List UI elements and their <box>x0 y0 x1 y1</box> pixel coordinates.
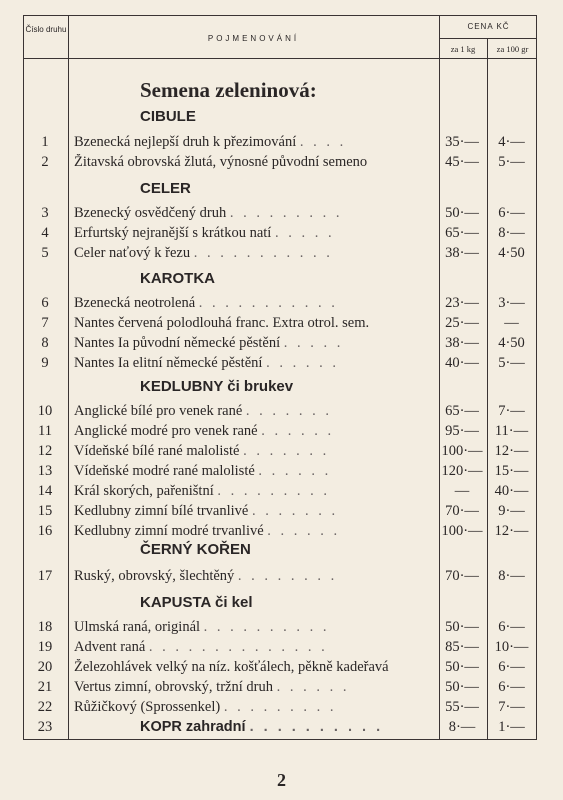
price-per-kg: 120·— <box>441 463 483 479</box>
leader-dots: . . . . . . <box>276 679 350 695</box>
price-per-kg: 65·— <box>445 225 479 241</box>
price-per-100g: 8·— <box>498 568 525 584</box>
leader-dots: . . . . . . . . . <box>217 483 330 499</box>
table-row <box>23 698 537 718</box>
price-per-kg: 70·— <box>445 503 479 519</box>
item-name-text: Bzenecký osvědčený druh <box>74 205 227 221</box>
table-row <box>23 354 537 374</box>
item-name-text: Vertus zimní, obrovský, tržní druh <box>74 679 273 695</box>
item-number: 8 <box>41 335 49 351</box>
price-per-100g: 11·— <box>494 423 529 439</box>
table-row <box>23 678 537 698</box>
table-row <box>23 502 537 522</box>
item-name <box>74 503 434 520</box>
table-row <box>23 224 537 244</box>
leader-dots: . . . . . . . . <box>237 568 338 584</box>
price-per-kg: 85·— <box>445 639 479 655</box>
item-number: 10 <box>37 403 53 419</box>
price-per-100g: 3·— <box>498 295 525 311</box>
item-name-text: Kedlubny zimní bílé trvanlivé <box>74 503 249 519</box>
item-number: 9 <box>41 355 49 371</box>
leader-dots: . . . . . . . . . . <box>249 719 384 735</box>
price-per-100g: 7·— <box>498 403 525 419</box>
item-number: 11 <box>38 423 52 439</box>
table-row <box>23 314 537 334</box>
price-per-kg: — <box>454 483 470 499</box>
item-name <box>74 423 434 440</box>
item-number: 20 <box>37 659 53 675</box>
price-per-100g: 15·— <box>494 463 529 479</box>
item-number: 16 <box>37 523 53 539</box>
item-name <box>74 443 434 460</box>
leader-dots: . . . . . . <box>258 463 332 479</box>
table-row <box>23 638 537 658</box>
item-name <box>74 619 434 636</box>
leader-dots: . . . . . <box>283 335 344 351</box>
table-row <box>23 718 537 738</box>
item-number: 4 <box>41 225 49 241</box>
table-row <box>23 402 537 422</box>
price-per-100g: 8·— <box>498 225 525 241</box>
price-per-kg: 8·— <box>448 719 476 735</box>
leader-dots: . . . . . . . <box>252 503 339 519</box>
table-row <box>23 482 537 502</box>
table-row <box>23 204 537 224</box>
price-per-kg: 50·— <box>445 679 479 695</box>
item-name-text: Král skorých, pařeništní <box>74 483 214 499</box>
item-name-text: Vídeňské bílé rané malolisté <box>74 443 240 459</box>
page-number: 2 <box>277 770 286 790</box>
item-name-text: Kedlubny zimní modré trvanlivé <box>74 523 264 539</box>
item-number: 22 <box>37 699 53 715</box>
item-name-text: Anglické modré pro venek rané <box>74 423 258 439</box>
item-number: 2 <box>41 154 49 170</box>
header-name: POJMENOVÁNÍ <box>207 34 300 43</box>
header-number: Číslo druhu <box>25 25 67 34</box>
item-name <box>74 295 434 312</box>
item-name <box>74 355 434 372</box>
item-number: 7 <box>41 315 49 331</box>
price-per-kg: 23·— <box>445 295 479 311</box>
item-name-text: Bzenecká neotrolená <box>74 295 196 311</box>
item-name-text: Erfurtský nejranější s krátkou natí <box>74 225 272 241</box>
price-per-100g: 5·— <box>498 355 525 371</box>
item-name <box>74 568 434 585</box>
price-per-100g: 4·— <box>498 134 525 150</box>
leader-dots: . . . . <box>299 134 347 150</box>
category-celer: CELER <box>140 180 191 197</box>
item-name <box>74 205 434 222</box>
item-name <box>74 154 434 171</box>
header-divider <box>24 58 536 59</box>
item-name <box>74 523 434 540</box>
item-name-text: Ruský, obrovský, šlechtěný <box>74 568 235 584</box>
price-per-kg: 70·— <box>445 568 479 584</box>
leader-dots: . . . . . . . . . . . <box>198 295 338 311</box>
price-per-100g: 7·— <box>498 699 525 715</box>
item-name-text: Žitavská obrovská žlutá, výnosné původní semeno <box>74 154 368 170</box>
table-row <box>23 334 537 354</box>
table-row <box>23 422 537 442</box>
leader-dots: . . . . . . . . . . . . . . <box>148 639 328 655</box>
leader-dots: . . . . . . . <box>243 443 330 459</box>
category-kapusta: KAPUSTA či kel <box>140 594 253 611</box>
table-row <box>23 153 537 173</box>
price-per-100g: 12·— <box>494 443 529 459</box>
price-per-100g: 6·— <box>498 679 525 695</box>
item-name-text: KOPR zahradní <box>140 719 246 735</box>
item-number: 12 <box>37 443 53 459</box>
leader-dots: . . . . . . <box>267 523 341 539</box>
item-name-text: Vídeňské modré rané malolisté <box>74 463 255 479</box>
price-per-100g: 6·— <box>498 619 525 635</box>
category-karotka: KAROTKA <box>140 270 215 287</box>
price-per-100g: 40·— <box>494 483 529 499</box>
header-per-kg: za 1 kg <box>450 44 476 54</box>
leader-dots: . . . . . . . . . . <box>203 619 330 635</box>
price-per-100g: 9·— <box>498 503 525 519</box>
price-per-kg: 38·— <box>445 245 479 261</box>
item-number: 18 <box>37 619 53 635</box>
item-name-text: Bzenecká nejlepší druh k přezimování <box>74 134 297 150</box>
leader-dots: . . . . . . <box>266 355 339 371</box>
leader-dots: . . . . . <box>274 225 335 241</box>
price-per-kg: 38·— <box>445 335 479 351</box>
item-number: 5 <box>41 245 49 261</box>
leader-dots: . . . . . . . . . <box>229 205 343 221</box>
price-per-100g: 5·— <box>498 154 525 170</box>
price-per-100g: 10·— <box>494 639 529 655</box>
category-cerny-koren: ČERNÝ KOŘEN <box>140 541 251 558</box>
price-per-kg: 100·— <box>441 443 483 459</box>
price-per-kg: 50·— <box>445 205 479 221</box>
leader-dots: . . . . . . <box>261 423 335 439</box>
price-per-kg: 40·— <box>445 355 479 371</box>
table-row <box>23 658 537 678</box>
header-price: CENA KČ <box>467 22 510 31</box>
item-name-text: Železohlávek velký na níz. košťálech, pěkně kadeřavá <box>74 659 389 675</box>
table-row <box>23 522 537 542</box>
category-cibule: CIBULE <box>140 108 196 125</box>
table-row <box>23 294 537 314</box>
item-name-text: Nantes Ia původní německé pěstění <box>74 335 281 351</box>
price-per-kg: 45·— <box>445 154 479 170</box>
item-name <box>74 225 434 242</box>
item-number: 21 <box>37 679 53 695</box>
item-name-text: Růžičkový (Sprossenkel) <box>74 699 221 715</box>
price-per-100g: 1·— <box>498 719 525 735</box>
item-name-text: Nantes Ia elitní německé pěstění <box>74 355 263 371</box>
item-name <box>74 463 434 480</box>
item-number: 17 <box>37 568 53 584</box>
price-per-100g: 6·— <box>498 659 525 675</box>
table-row <box>23 244 537 264</box>
page-title: Semena zeleninová: <box>140 78 317 102</box>
item-number: 15 <box>37 503 53 519</box>
item-name-text: Anglické bílé pro venek rané <box>74 403 243 419</box>
table-row <box>23 442 537 462</box>
item-name <box>74 403 434 420</box>
leader-dots: . . . . . . . . . . . <box>193 245 333 261</box>
price-per-kg: 25·— <box>445 315 479 331</box>
table-row <box>23 133 537 153</box>
item-name <box>74 483 434 500</box>
item-name-text: Nantes červená polodlouhá franc. Extra otrol. sem. <box>74 315 370 331</box>
price-per-kg: 95·— <box>445 423 479 439</box>
price-per-kg: 35·— <box>445 134 479 150</box>
price-per-100g: 4·50 <box>498 245 525 261</box>
price-per-100g: — <box>504 315 519 331</box>
item-name <box>74 335 434 352</box>
price-per-100g: 12·— <box>494 523 529 539</box>
item-name <box>74 245 434 262</box>
price-subheader-divider <box>439 38 536 39</box>
table-row <box>23 567 537 587</box>
leader-dots: . . . . . . . . . <box>223 699 337 715</box>
price-per-100g: 6·— <box>498 205 525 221</box>
price-per-kg: 65·— <box>445 403 479 419</box>
price-per-kg: 50·— <box>445 619 479 635</box>
item-name <box>74 659 434 676</box>
price-per-kg: 55·— <box>445 699 479 715</box>
leader-dots: . . . . . . . <box>245 403 333 419</box>
item-name <box>74 639 434 656</box>
item-name <box>74 134 434 151</box>
price-per-kg: 100·— <box>441 523 483 539</box>
item-name <box>74 679 434 696</box>
table-row <box>23 618 537 638</box>
item-number: 14 <box>37 483 53 499</box>
item-name-text: Ulmská raná, originál <box>74 619 201 635</box>
category-kedlubny: KEDLUBNY či brukev <box>140 378 294 395</box>
item-number: 3 <box>41 205 49 221</box>
item-number: 1 <box>41 134 49 150</box>
item-number: 13 <box>37 463 53 479</box>
item-number: 6 <box>41 295 49 311</box>
item-name <box>74 699 434 716</box>
table-row <box>23 462 537 482</box>
item-name <box>74 315 434 332</box>
item-number: 19 <box>37 639 53 655</box>
header-per-100g: za 100 gr <box>496 44 529 54</box>
price-per-100g: 4·50 <box>498 335 525 351</box>
price-per-kg: 50·— <box>445 659 479 675</box>
item-number: 23 <box>37 719 53 735</box>
item-name-text: Celer naťový k řezu <box>74 245 191 261</box>
item-name-text: Advent raná <box>74 639 146 655</box>
